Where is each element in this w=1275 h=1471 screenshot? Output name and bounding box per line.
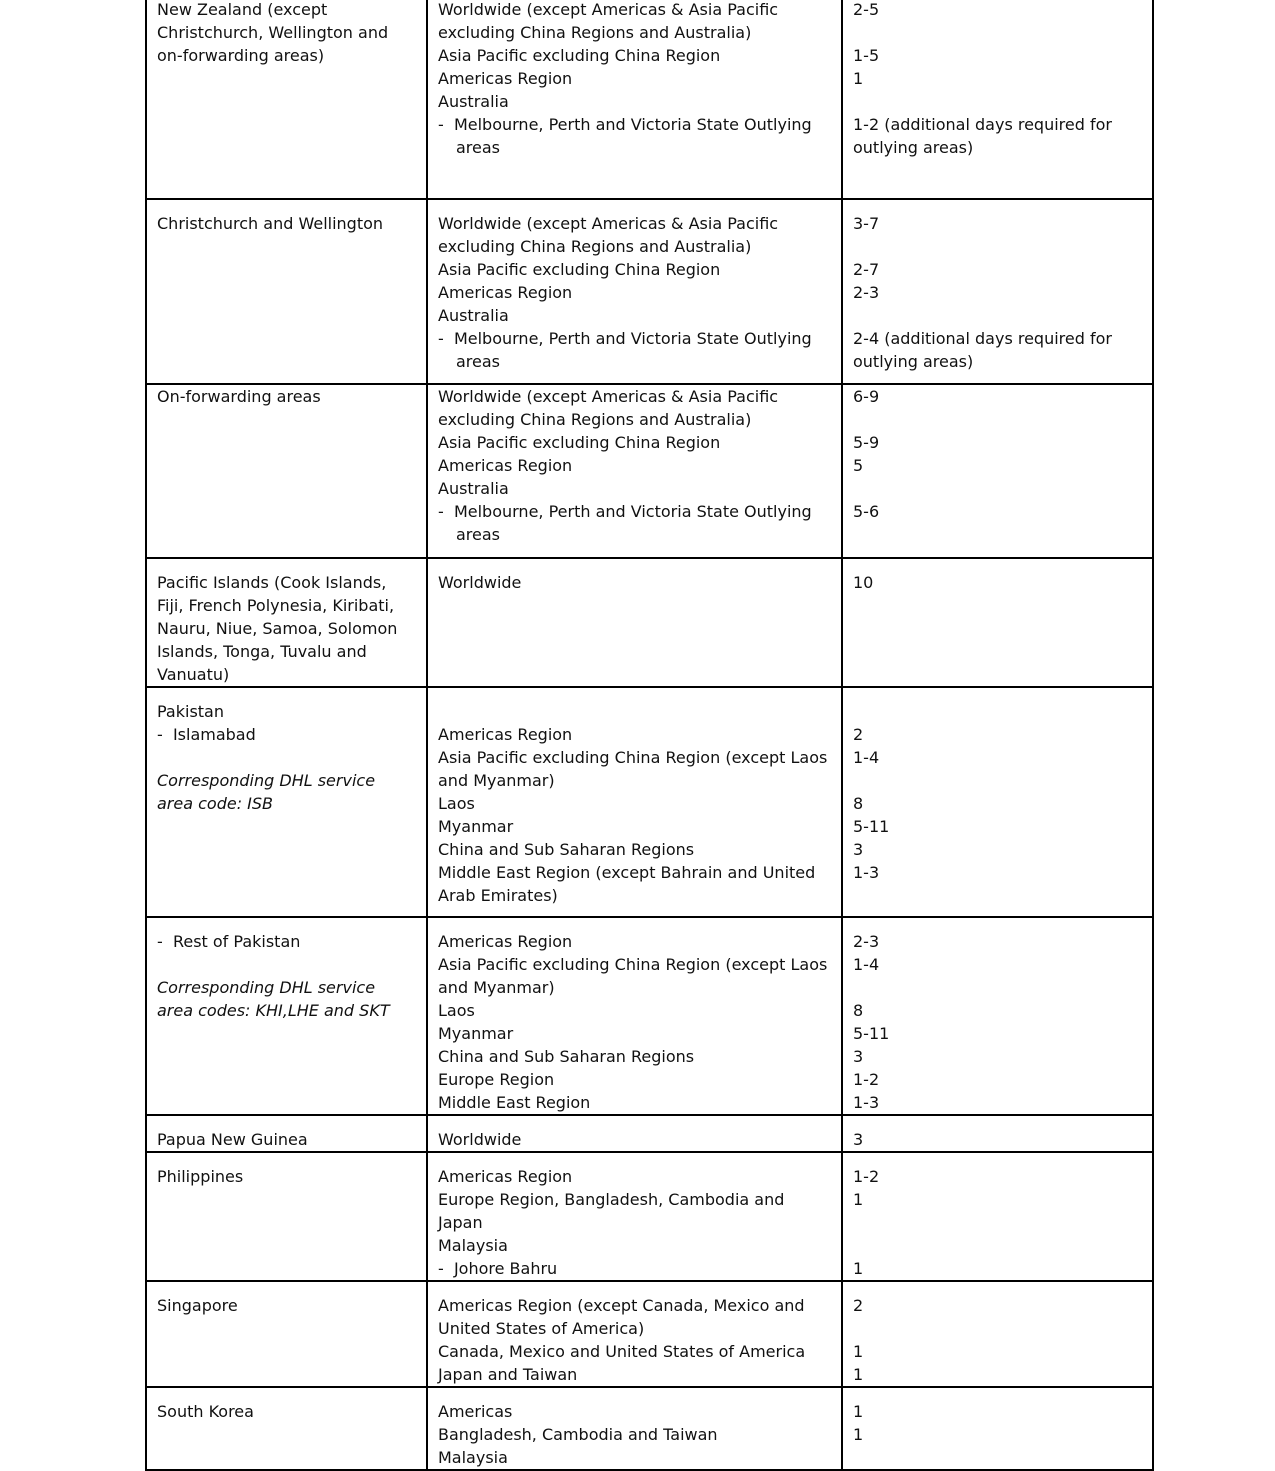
transit-days-line <box>853 235 1142 258</box>
transit-days-line: 5-6 <box>853 502 880 521</box>
region-line: Philippines <box>157 1167 244 1186</box>
destination-line: Americas <box>438 1402 513 1421</box>
transit-days-cell <box>842 1281 1153 1387</box>
transit-days-cell <box>842 1115 1153 1152</box>
destination-cell <box>427 199 842 384</box>
transit-days-line: 6-9 <box>853 387 880 406</box>
table-body <box>146 0 1153 1470</box>
destination-line: Worldwide <box>438 1130 522 1149</box>
region-cell <box>146 1387 427 1470</box>
transit-days-line <box>853 304 1142 327</box>
destination-line: Europe Region, Bangladesh, Cambodia and Japan <box>438 1190 790 1232</box>
transit-days-line <box>853 477 1142 500</box>
destination-line: Malaysia <box>438 1236 508 1255</box>
region-cell <box>146 687 427 917</box>
transit-days-line: 3 <box>853 1130 864 1149</box>
table-row <box>146 917 1153 1115</box>
destination-cell <box>427 0 842 199</box>
transit-days-cell <box>842 0 1153 199</box>
region-line: Pakistan <box>157 702 224 721</box>
transit-days-line: 2-4 (additional days required for outlying areas) <box>853 329 1118 371</box>
region-line <box>157 953 416 976</box>
transit-days-line: 1-5 <box>853 46 880 65</box>
region-line: - Rest of Pakistan <box>157 932 301 951</box>
destination-line: Australia <box>438 479 509 498</box>
transit-days-cell <box>842 687 1153 917</box>
transit-days-line: 2-3 <box>853 283 880 302</box>
region-line: Corresponding DHL service area code: ISB <box>157 771 381 813</box>
region-cell <box>146 1152 427 1281</box>
transit-days-cell <box>842 384 1153 558</box>
destination-line: Americas Region <box>438 283 573 302</box>
transit-days-line <box>853 21 1142 44</box>
destination-line: - Melbourne, Perth and Victoria State Outlying areas <box>438 329 817 371</box>
transit-days-line <box>853 408 1142 431</box>
destination-line: Asia Pacific excluding China Region <box>438 260 721 279</box>
transit-days-line <box>853 1317 1142 1340</box>
destination-line: Middle East Region (except Bahrain and United Arab Emirates) <box>438 863 821 905</box>
transit-days-cell <box>842 917 1153 1115</box>
region-line: Corresponding DHL service area codes: KHI,LHE and SKT <box>157 978 390 1020</box>
destination-line: Bangladesh, Cambodia and Taiwan <box>438 1425 718 1444</box>
region-cell <box>146 199 427 384</box>
transit-days-line: 3-7 <box>853 214 880 233</box>
table-row <box>146 199 1153 384</box>
destination-line: Myanmar <box>438 1024 514 1043</box>
transit-days-cell <box>842 1152 1153 1281</box>
destination-cell <box>427 558 842 687</box>
destination-line: Myanmar <box>438 817 514 836</box>
destination-line <box>438 700 831 723</box>
destination-line: Asia Pacific excluding China Region (except Laos and Myanmar) <box>438 748 833 790</box>
table-row <box>146 0 1153 199</box>
destination-line: Europe Region <box>438 1070 555 1089</box>
destination-line: China and Sub Saharan Regions <box>438 1047 695 1066</box>
table-row <box>146 687 1153 917</box>
transit-days-line: 1-2 (additional days required for outlying areas) <box>853 115 1118 157</box>
destination-line: Americas Region <box>438 725 573 744</box>
transit-days-line: 1-4 <box>853 955 880 974</box>
destination-line: Americas Region (except Canada, Mexico and United States of America) <box>438 1296 810 1338</box>
transit-days-line: 1 <box>853 1190 864 1209</box>
transit-days-line: 10 <box>853 573 874 592</box>
transit-days-line <box>853 1211 1142 1234</box>
destination-line: - Melbourne, Perth and Victoria State Outlying areas <box>438 502 817 544</box>
transit-days-line <box>853 976 1142 999</box>
table-row <box>146 1281 1153 1387</box>
destination-line: Laos <box>438 794 475 813</box>
destination-line: Worldwide (except Americas & Asia Pacific excluding China Regions and Australia) <box>438 387 784 429</box>
transit-days-line: 1 <box>853 1365 864 1384</box>
transit-days-cell <box>842 558 1153 687</box>
transit-days-line: 1-3 <box>853 1093 880 1112</box>
transit-days-line: 2 <box>853 1296 864 1315</box>
transit-days-line: 1 <box>853 1425 864 1444</box>
region-line: Papua New Guinea <box>157 1130 308 1149</box>
transit-days-line: 1-2 <box>853 1070 880 1089</box>
transit-days-line: 3 <box>853 1047 864 1066</box>
region-cell <box>146 384 427 558</box>
destination-line: Worldwide (except Americas & Asia Pacific excluding China Regions and Australia) <box>438 0 784 42</box>
region-cell <box>146 558 427 687</box>
transit-times-table <box>145 0 1154 1471</box>
region-line: Christchurch and Wellington <box>157 214 384 233</box>
transit-days-line <box>853 700 1142 723</box>
transit-days-line: 8 <box>853 1001 864 1020</box>
region-cell <box>146 917 427 1115</box>
destination-cell <box>427 1115 842 1152</box>
region-line: Singapore <box>157 1296 238 1315</box>
region-cell <box>146 1281 427 1387</box>
region-cell <box>146 0 427 199</box>
destination-line: Worldwide (except Americas & Asia Pacific excluding China Regions and Australia) <box>438 214 784 256</box>
region-cell <box>146 1115 427 1152</box>
transit-days-line: 2 <box>853 725 864 744</box>
transit-days-line: 1-2 <box>853 1167 880 1186</box>
transit-days-line <box>853 769 1142 792</box>
transit-days-line <box>853 90 1142 113</box>
region-line <box>157 746 416 769</box>
transit-days-line: 5-11 <box>853 817 890 836</box>
destination-line: Malaysia <box>438 1448 508 1467</box>
destination-line: Americas Region <box>438 1167 573 1186</box>
destination-line: - Melbourne, Perth and Victoria State Outlying areas <box>438 115 817 157</box>
transit-days-line: 2-5 <box>853 0 880 19</box>
table-row <box>146 558 1153 687</box>
destination-line: China and Sub Saharan Regions <box>438 840 695 859</box>
transit-days-cell <box>842 199 1153 384</box>
transit-days-line: 8 <box>853 794 864 813</box>
destination-cell <box>427 687 842 917</box>
table-row <box>146 1387 1153 1470</box>
transit-days-line: 2-7 <box>853 260 880 279</box>
destination-cell <box>427 1281 842 1387</box>
table-row <box>146 1115 1153 1152</box>
region-line: On-forwarding areas <box>157 387 321 406</box>
transit-days-line: 1-4 <box>853 748 880 767</box>
destination-line: Australia <box>438 306 509 325</box>
transit-days-line: 1 <box>853 1259 864 1278</box>
transit-days-line: 1 <box>853 1402 864 1421</box>
destination-line: Japan and Taiwan <box>438 1365 578 1384</box>
transit-days-line: 3 <box>853 840 864 859</box>
destination-line: Asia Pacific excluding China Region <box>438 433 721 452</box>
destination-cell <box>427 384 842 558</box>
transit-days-line: 1 <box>853 69 864 88</box>
destination-line: Americas Region <box>438 69 573 88</box>
destination-line: Australia <box>438 92 509 111</box>
region-line: Pacific Islands (Cook Islands, Fiji, French Polynesia, Kiribati, Nauru, Niue, Samoa, Solomon Islands, Tonga, Tuvalu and Vanuatu) <box>157 573 403 684</box>
destination-line: - Johore Bahru <box>438 1259 558 1278</box>
transit-days-line: 5 <box>853 456 864 475</box>
table-row <box>146 1152 1153 1281</box>
transit-days-line <box>853 1234 1142 1257</box>
region-line: South Korea <box>157 1402 254 1421</box>
transit-days-line: 5-11 <box>853 1024 890 1043</box>
destination-line: Americas Region <box>438 456 573 475</box>
destination-line: Middle East Region <box>438 1093 591 1112</box>
transit-days-line: 1 <box>853 1342 864 1361</box>
destination-line: Laos <box>438 1001 475 1020</box>
destination-cell <box>427 917 842 1115</box>
transit-days-line: 5-9 <box>853 433 880 452</box>
destination-line: Canada, Mexico and United States of America <box>438 1342 806 1361</box>
table-row <box>146 384 1153 558</box>
destination-line: Asia Pacific excluding China Region (except Laos and Myanmar) <box>438 955 833 997</box>
destination-cell <box>427 1387 842 1470</box>
transit-days-cell <box>842 1387 1153 1470</box>
destination-line: Worldwide <box>438 573 522 592</box>
region-line: New Zealand (except Christchurch, Wellington and on-forwarding areas) <box>157 0 394 65</box>
destination-line: Asia Pacific excluding China Region <box>438 46 721 65</box>
destination-line: Americas Region <box>438 932 573 951</box>
destination-cell <box>427 1152 842 1281</box>
transit-days-line: 1-3 <box>853 863 880 882</box>
transit-days-line <box>853 1446 1142 1469</box>
transit-days-line: 2-3 <box>853 932 880 951</box>
region-line: - Islamabad <box>157 725 256 744</box>
